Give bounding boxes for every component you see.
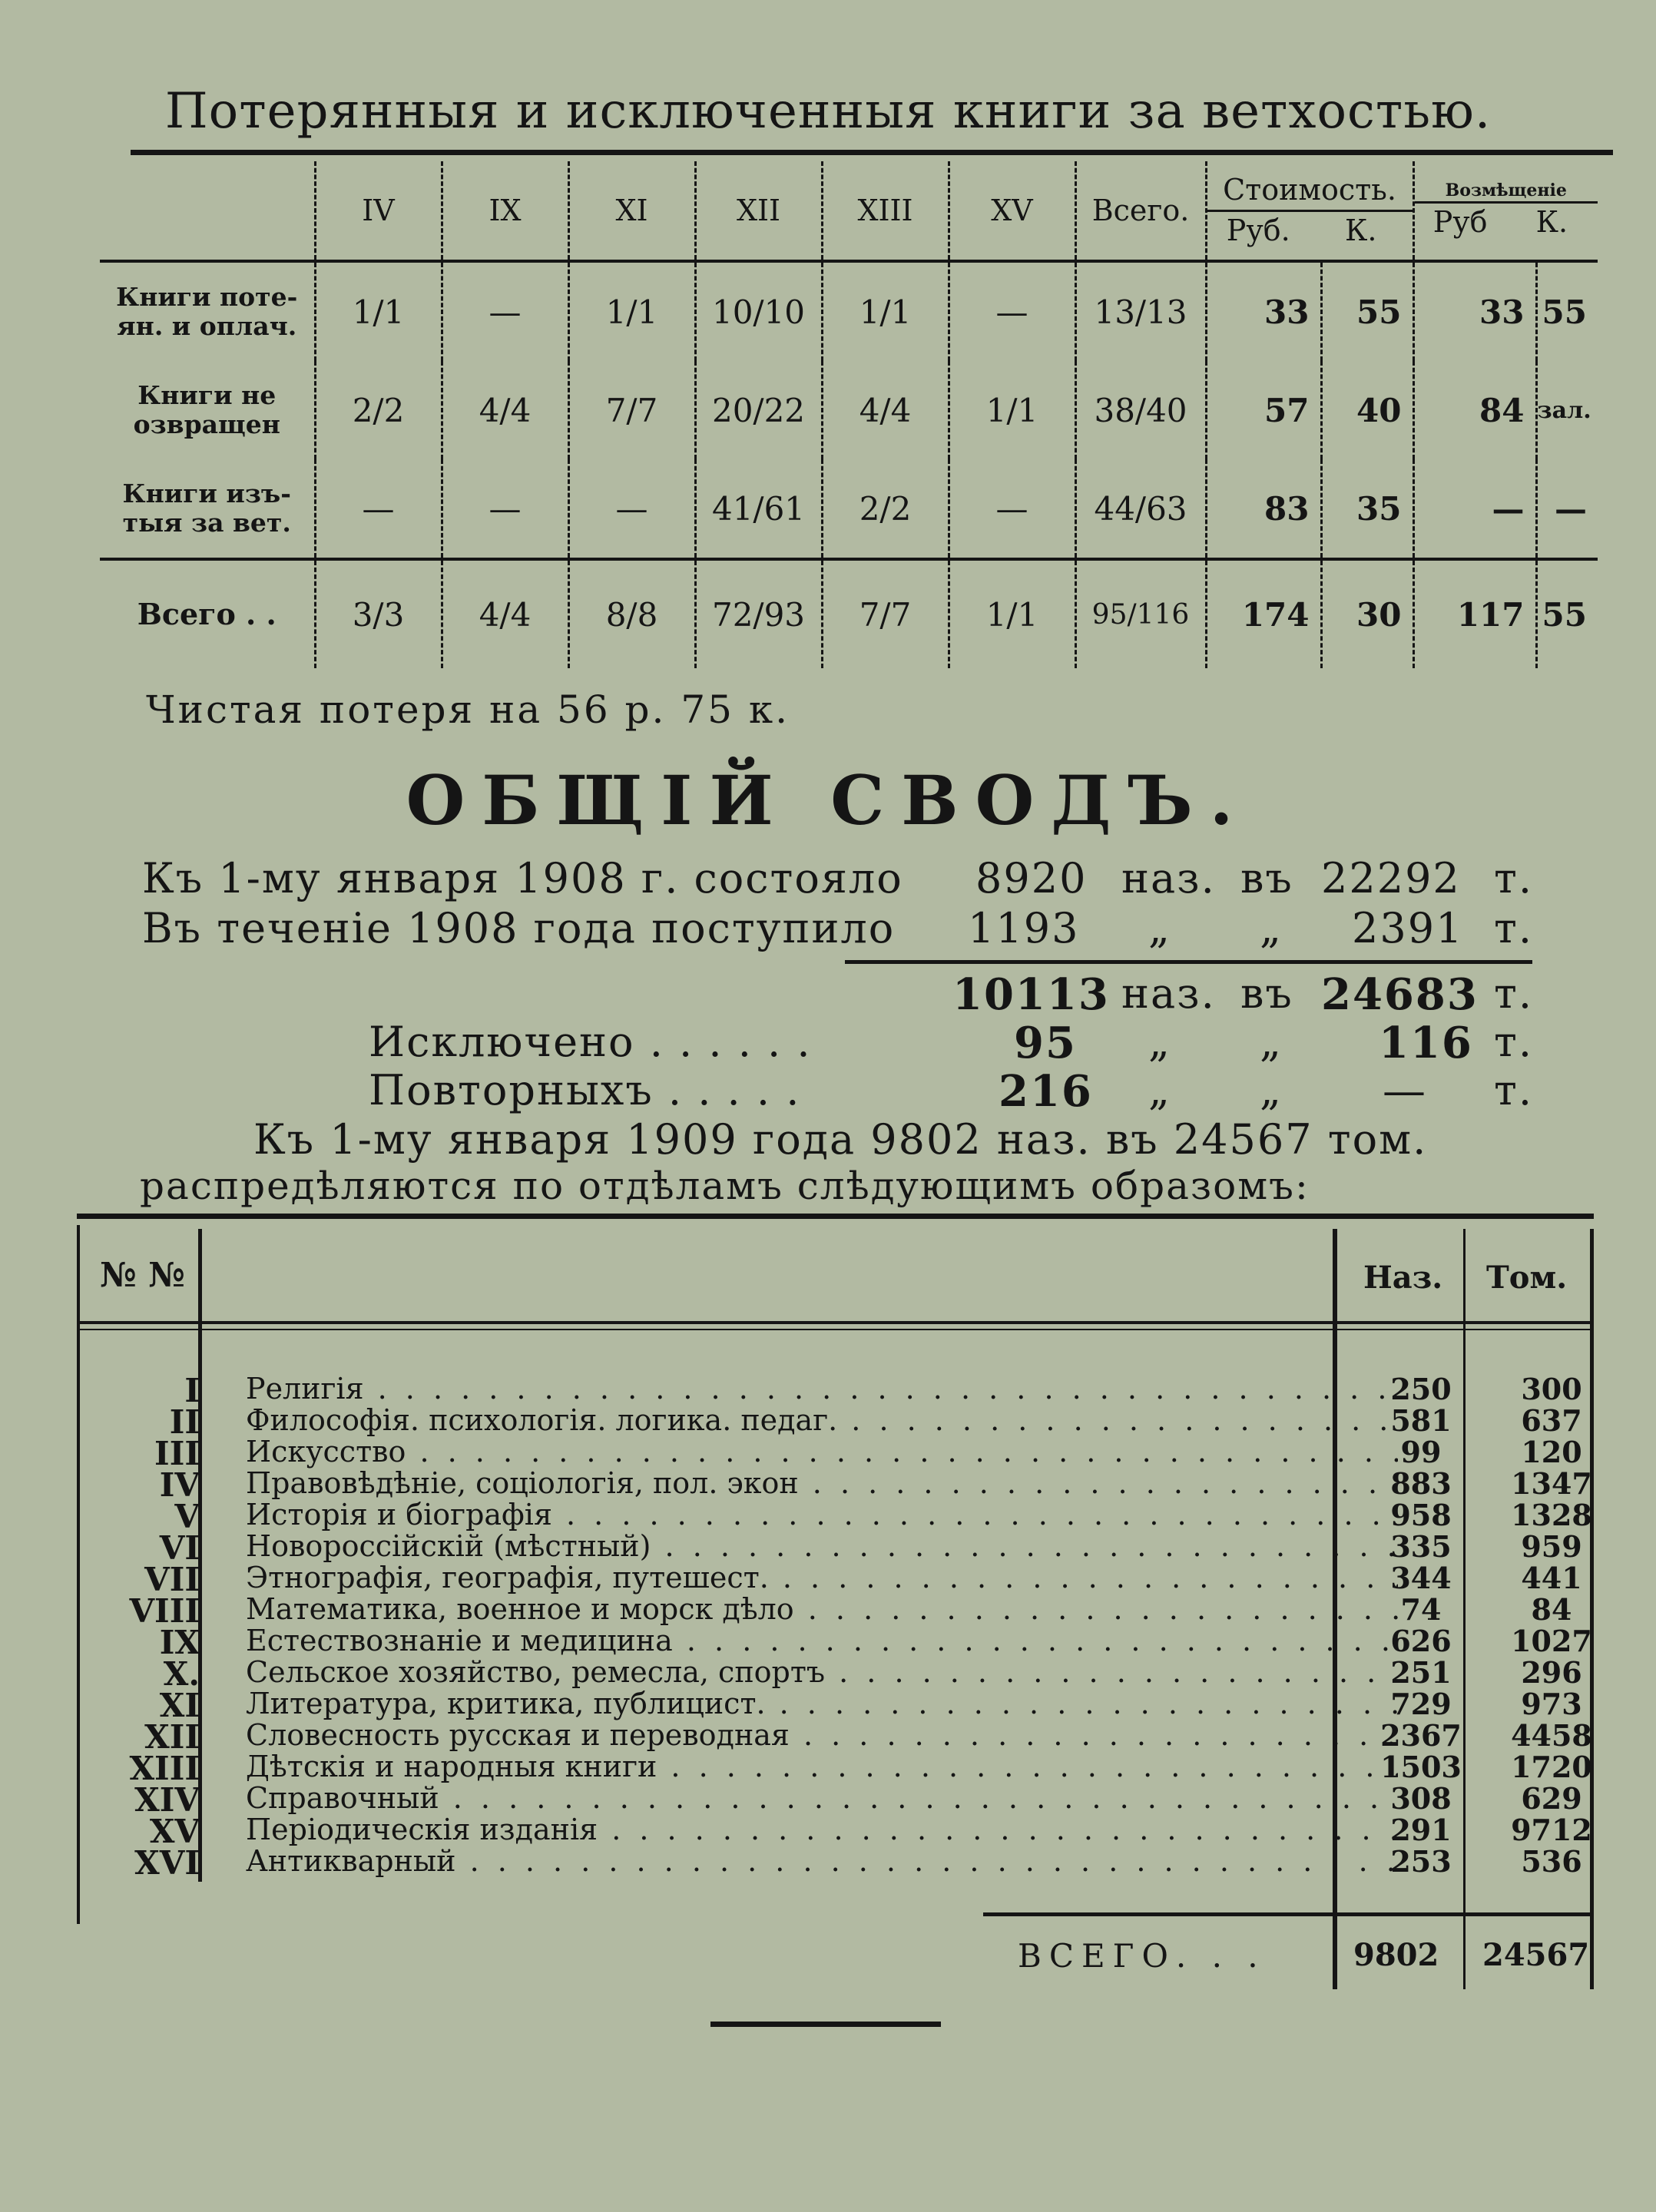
dept-row [84, 1529, 1590, 1567]
dept-number: II [169, 1403, 200, 1441]
cell: — [568, 459, 695, 559]
rub-label: Руб [1432, 205, 1488, 240]
dept-number: XIV [134, 1781, 200, 1819]
dept-number: XV [149, 1813, 200, 1850]
cell: 1/1 [949, 559, 1075, 668]
dept-tom: 536 [1521, 1844, 1582, 1879]
dept-name: Сельское хозяйство, ремесла, спортъ . . . [246, 1655, 1398, 1689]
dept-tom: 84 [1531, 1592, 1572, 1627]
closing-rule [710, 2022, 941, 2027]
dept-tom: 1027 [1511, 1624, 1592, 1658]
row-label: Книги изъ-тыя за вет. [100, 459, 315, 559]
dept-name: Дѣтскія и народныя книги . . . [246, 1750, 1398, 1783]
cell: 4/4 [822, 361, 949, 459]
dept-tom: 973 [1521, 1687, 1582, 1721]
cell: 44/63 [1075, 459, 1206, 559]
ditto-mark: „ [1148, 1018, 1171, 1066]
lost-table-row [100, 459, 1598, 559]
col-header-no: № № [100, 1256, 185, 1295]
comp-kop: 55 [1542, 293, 1587, 331]
summary-excluded-vol: 116 [1379, 1018, 1473, 1068]
cell: 3/3 [315, 559, 442, 668]
col-header: XV [949, 161, 1075, 261]
summary-repeats-unit: т. [1494, 1066, 1534, 1114]
comp-rub: 33 [1413, 261, 1536, 361]
dept-name: Исторія и біографія . . . [246, 1498, 1398, 1532]
cell: 95/116 [1075, 559, 1206, 668]
dept-naz: 291 [1390, 1813, 1452, 1847]
row-label: Всего . . [100, 559, 315, 668]
summary-repeats-vol: — [1383, 1066, 1427, 1116]
summary-line-1908-naz: 8920 [975, 854, 1088, 902]
cell: — [442, 459, 568, 559]
dept-total-naz: 9802 [1353, 1937, 1439, 1973]
col-header: IV [315, 161, 442, 261]
lost-table-row [100, 261, 1598, 361]
cell: 2/2 [822, 459, 949, 559]
dept-tom: 1328 [1511, 1498, 1592, 1532]
corner-cell [100, 161, 315, 261]
dept-name: Справочный . . . [246, 1781, 1398, 1815]
dept-row [84, 1655, 1590, 1693]
dept-tom: 637 [1521, 1403, 1582, 1438]
dept-name: Новороссійскій (мѣстный) . . . [246, 1529, 1398, 1563]
dept-name: Искусство . . . [246, 1435, 1398, 1469]
cost-kop: 30 [1321, 559, 1413, 668]
cost-kop: 40 [1321, 361, 1413, 459]
dept-naz: 883 [1390, 1466, 1452, 1501]
summary-line-received-naz: 1193 [968, 904, 1080, 952]
cell: 4/4 [442, 361, 568, 459]
dept-naz: 253 [1390, 1844, 1452, 1879]
col-header: XII [695, 161, 822, 261]
kop-label: К. [1535, 205, 1568, 240]
cell: — [315, 459, 442, 559]
cell: — [949, 261, 1075, 361]
dept-number: VII [144, 1561, 200, 1598]
dept-row [84, 1750, 1592, 1787]
compensation-header [1413, 161, 1598, 261]
cell: 20/22 [695, 361, 822, 459]
col-header: IX [442, 161, 568, 261]
dept-tom: 9712 [1511, 1813, 1592, 1847]
cell: 1/1 [822, 261, 949, 361]
summary-repeats-label: Повторныхъ . . . . . [369, 1066, 801, 1114]
ditto-mark: „ [1148, 904, 1171, 952]
lost-books-table [100, 161, 1598, 668]
cell: 2/2 [315, 361, 442, 459]
dept-row [84, 1498, 1592, 1535]
summary-line-received-vol: 2391 [1352, 904, 1464, 952]
comp-kop: — [1536, 459, 1598, 559]
summary-line-received-label: Въ теченіе 1908 года поступило [142, 904, 896, 952]
cell: — [949, 459, 1075, 559]
dept-tom: 4458 [1511, 1718, 1592, 1753]
dept-naz: 958 [1390, 1498, 1452, 1532]
dept-number: I [184, 1372, 200, 1409]
dept-tom: 296 [1521, 1655, 1582, 1690]
dept-number: XVI [134, 1844, 200, 1882]
dept-name: Этнографія, географія, путешест. . . . [246, 1561, 1398, 1594]
dept-table-top-rule [77, 1214, 1594, 1219]
dept-tom: 1347 [1511, 1466, 1592, 1501]
dept-row [84, 1592, 1590, 1630]
dept-row [84, 1624, 1592, 1661]
cost-kop: 55 [1321, 261, 1413, 361]
dept-number: VIII [129, 1592, 200, 1630]
dept-tom: 1720 [1511, 1750, 1592, 1784]
summary-repeats-naz: 216 [999, 1066, 1093, 1117]
title-rule [131, 150, 1613, 155]
dept-total-label: ВСЕГО. . . [1018, 1937, 1266, 1975]
cell: 7/7 [568, 361, 695, 459]
summary-total-vol-word: въ [1240, 969, 1293, 1018]
dept-row [84, 1466, 1592, 1504]
comp-kop: зал. [1537, 396, 1591, 424]
dept-row [84, 1403, 1590, 1441]
cell: 4/4 [442, 559, 568, 668]
col-header: XI [568, 161, 695, 261]
dept-number: IX [159, 1624, 200, 1661]
summary-excluded-unit: т. [1494, 1018, 1534, 1066]
cost-header-label: Стоимость. [1207, 171, 1413, 211]
cost-header [1206, 161, 1413, 261]
summary-line-1908-label: Къ 1-му января 1908 г. состояло [142, 854, 903, 902]
dept-number: IV [159, 1466, 200, 1504]
ditto-mark: „ [1260, 1066, 1283, 1114]
dept-row [84, 1561, 1590, 1598]
summary-line-1908-vol: 22292 [1321, 854, 1461, 902]
dept-number: X. [163, 1655, 200, 1693]
rub-label: Руб. [1226, 213, 1290, 247]
dept-naz: 626 [1390, 1624, 1452, 1658]
comp-kop: 55 [1542, 595, 1587, 634]
summary-line-1908-unit: т. [1494, 854, 1534, 902]
dept-tom: 441 [1521, 1561, 1582, 1595]
dept-total-tom: 24567 [1482, 1937, 1590, 1973]
summary-1909-line: Къ 1-му января 1909 года 9802 наз. въ 24567 том. [253, 1115, 1428, 1164]
dept-name: Правовѣдѣніе, соціологія, пол. экон . . . [246, 1466, 1398, 1500]
cost-rub: 174 [1206, 559, 1321, 668]
dept-name: Литература, критика, публицист. . . . [246, 1687, 1398, 1720]
dept-row [84, 1435, 1590, 1472]
lost-table-row [100, 361, 1598, 459]
dept-naz: 308 [1390, 1781, 1452, 1816]
cell: — [442, 261, 568, 361]
summary-excluded-naz: 95 [1014, 1018, 1077, 1068]
dept-row [84, 1687, 1590, 1724]
dept-total-rule [983, 1912, 1590, 1916]
ditto-mark: „ [1260, 1018, 1283, 1066]
col-header: XIII [822, 161, 949, 261]
dept-naz: 250 [1390, 1372, 1452, 1406]
comp-rub: 84 [1413, 361, 1536, 459]
dept-naz: 581 [1390, 1403, 1452, 1438]
dept-number: III [154, 1435, 200, 1472]
lost-books-title: Потерянныя и исключенныя книги за ветхостью. [164, 83, 1492, 140]
summary-line-received-unit: т. [1494, 904, 1534, 952]
kop-label: К. [1345, 213, 1377, 247]
cell: 8/8 [568, 559, 695, 668]
cell: 38/40 [1075, 361, 1206, 459]
dept-tom: 629 [1521, 1781, 1582, 1816]
row-label: Книги поте-ян. и оплач. [100, 261, 315, 361]
dept-naz: 99 [1400, 1435, 1442, 1469]
summary-line-1908-vol-word: въ [1240, 854, 1293, 902]
dept-tom: 120 [1521, 1435, 1582, 1469]
cell: 1/1 [949, 361, 1075, 459]
dept-row [84, 1718, 1592, 1756]
dept-name: Періодическія изданія . . . [246, 1813, 1398, 1846]
cell: 1/1 [315, 261, 442, 361]
dept-naz: 74 [1400, 1592, 1442, 1627]
dept-table-header-rule-2 [80, 1329, 1594, 1330]
sum-rule [845, 960, 1532, 964]
summary-excluded-label: Исключено . . . . . . [369, 1018, 812, 1066]
cost-rub: 83 [1206, 459, 1321, 559]
summary-total-vol: 24683 [1321, 969, 1479, 1020]
dept-naz: 344 [1390, 1561, 1452, 1595]
dept-name: Антикварный . . . [246, 1844, 1398, 1878]
dept-name: Философія. психологія. логика. педаг. . . . [246, 1403, 1398, 1437]
compensation-label: Возмѣщеніе [1415, 180, 1598, 204]
cell: 72/93 [695, 559, 822, 668]
cell: 1/1 [568, 261, 695, 361]
summary-total-naz: 10113 [952, 969, 1110, 1020]
dept-number: XIII [129, 1750, 200, 1787]
distribution-caption: распредѣляются по отдѣламъ слѣдующимъ образомъ: [140, 1164, 1310, 1208]
ditto-mark: „ [1148, 1066, 1171, 1114]
dept-tom: 959 [1521, 1529, 1582, 1564]
dept-table-header-rule [80, 1321, 1594, 1324]
dept-name: Естествознаніе и медицина . . . [246, 1624, 1398, 1657]
col-header-naz: Наз. [1363, 1260, 1443, 1296]
summary-title: ОБЩІЙ СВОДЪ. [406, 760, 1250, 840]
cost-rub: 33 [1206, 261, 1321, 361]
dept-row [84, 1844, 1590, 1882]
cell: 7/7 [822, 559, 949, 668]
dept-tom: 300 [1521, 1372, 1582, 1406]
dept-number: V [174, 1498, 200, 1535]
cell: 10/10 [695, 261, 822, 361]
dept-naz: 2367 [1380, 1718, 1462, 1753]
dept-row [84, 1813, 1592, 1850]
net-loss: Чистая потеря на 56 р. 75 к. [146, 687, 790, 732]
dept-number: VI [159, 1529, 200, 1567]
dept-naz: 335 [1390, 1529, 1452, 1564]
dept-naz: 251 [1390, 1655, 1452, 1690]
dept-row [84, 1781, 1590, 1819]
summary-line-1908-naz-word: наз. [1121, 854, 1216, 902]
dept-name: Математика, военное и морск дѣло . . . [246, 1592, 1398, 1626]
cost-rub: 57 [1206, 361, 1321, 459]
comp-rub: 117 [1413, 559, 1536, 668]
dept-number: XI [159, 1687, 200, 1724]
dept-name: Словесность русская и переводная . . . [246, 1718, 1398, 1752]
summary-total-unit: т. [1494, 969, 1534, 1018]
row-label: Книги не озвращен [100, 361, 315, 459]
cell: 13/13 [1075, 261, 1206, 361]
dept-name: Религія . . . [246, 1372, 1398, 1406]
ditto-mark: „ [1260, 904, 1283, 952]
lost-table-header-row [100, 161, 1598, 261]
dept-number: XII [144, 1718, 200, 1756]
cell: 41/61 [695, 459, 822, 559]
dept-row [84, 1372, 1590, 1409]
col-header-tom: Том. [1486, 1260, 1568, 1296]
comp-rub: — [1413, 459, 1536, 559]
col-header: Всего. [1075, 161, 1206, 261]
summary-total-naz-word: наз. [1121, 969, 1216, 1018]
dept-naz: 1503 [1380, 1750, 1462, 1784]
lost-table-total-row [100, 559, 1598, 668]
cost-kop: 35 [1321, 459, 1413, 559]
dept-naz: 729 [1390, 1687, 1452, 1721]
